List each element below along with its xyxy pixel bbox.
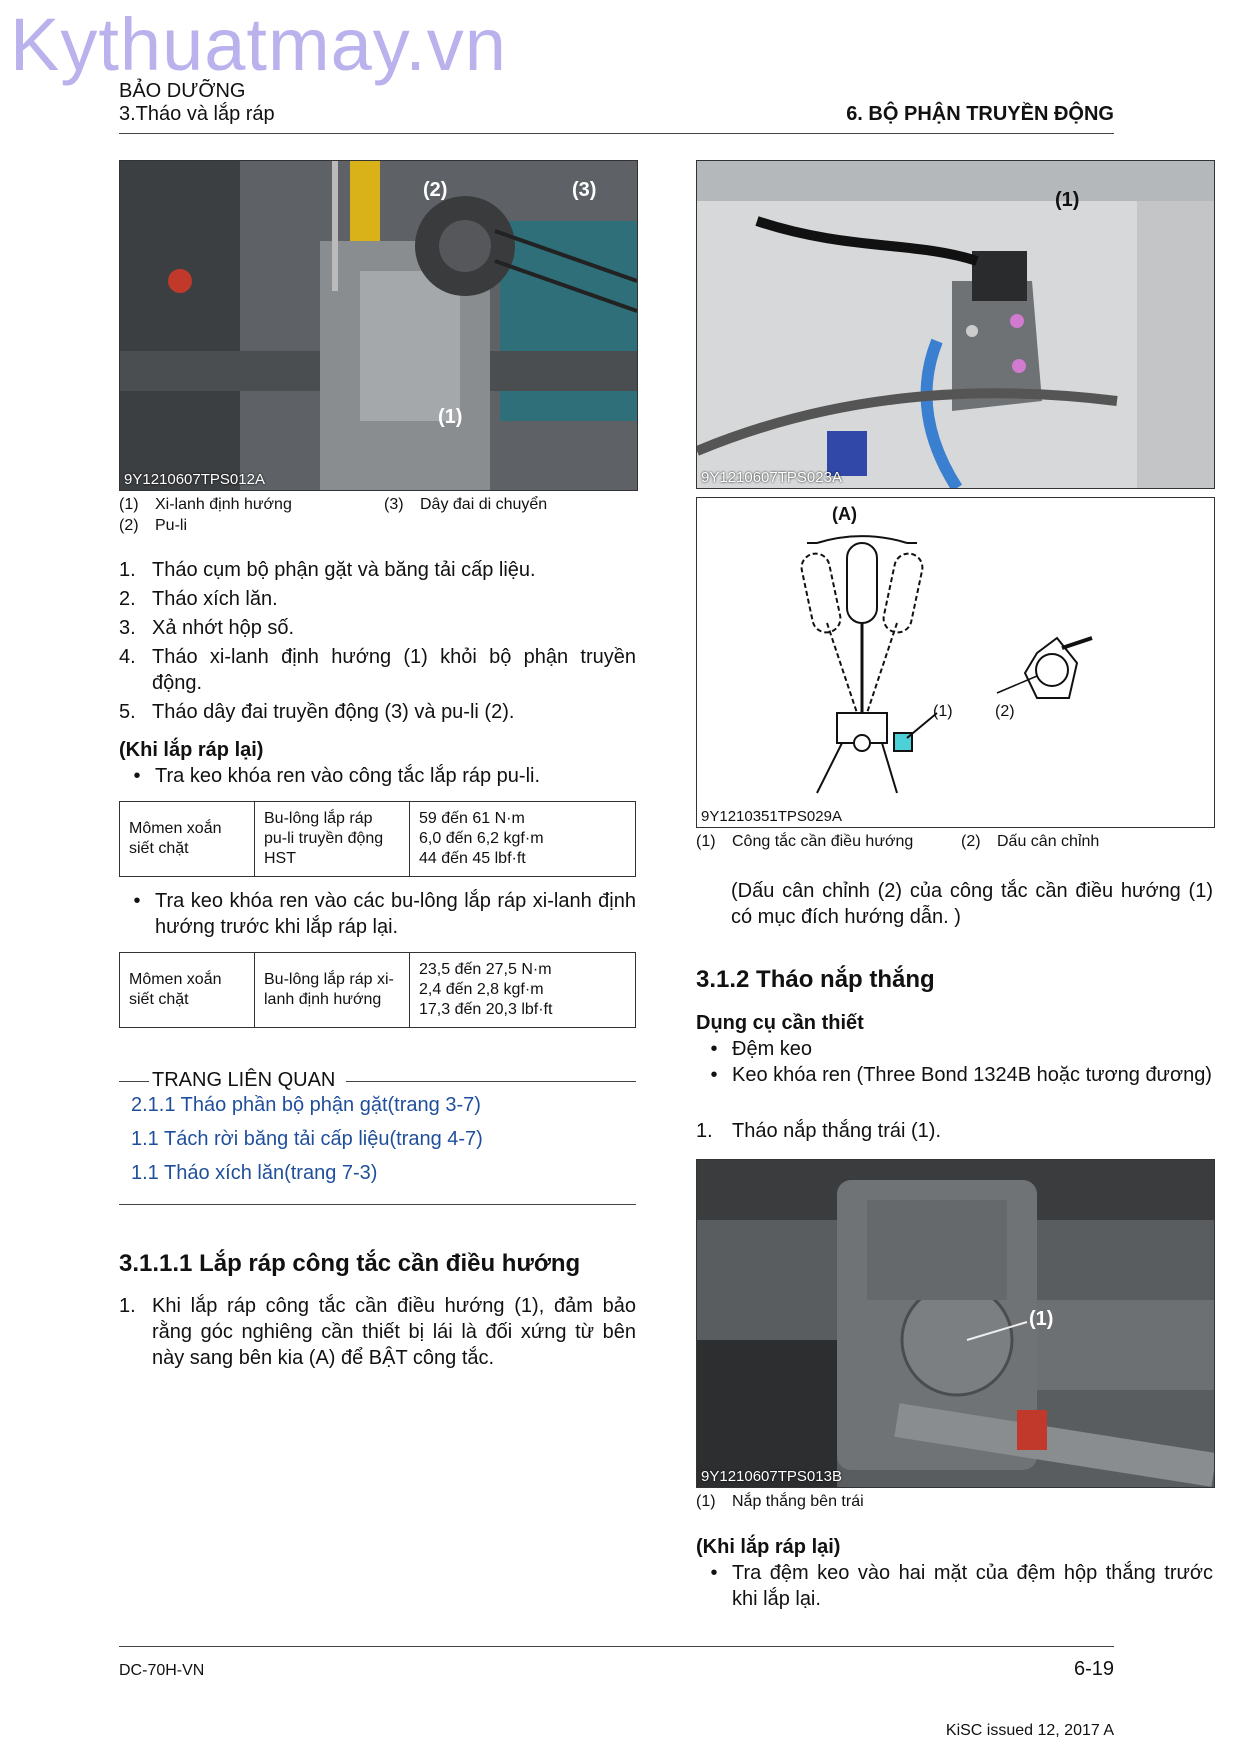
related-link[interactable]: 1.1 Tách rời băng tải cấp liệu(trang 4-7)	[131, 1128, 483, 1150]
step-remove-brake-cover	[696, 1118, 1213, 1147]
photo1-label-2: (2)	[423, 179, 448, 201]
caption1-item: (3) Dây đai di chuyển	[384, 496, 548, 513]
photo-transmission-cylinder	[119, 160, 638, 491]
bullet-item: • Tra keo khóa ren vào các bu-lông lắp ráp xi-lanh định hướng trước khi lắp ráp lại.	[133, 890, 636, 938]
step-item: 2. Tháo xích lăn.	[119, 588, 278, 610]
photo2-label-1: (1)	[1055, 189, 1080, 211]
section-title-312: 3.1.2 Tháo nắp thắng	[696, 966, 935, 993]
reassembly-title: (Khi lắp ráp lại)	[119, 739, 264, 761]
photo3-code: 9Y1210607TPS013B	[701, 1468, 842, 1485]
footer-issued: KiSC issued 12, 2017 A	[945, 1722, 1114, 1739]
header-section: BẢO DƯỠNG	[119, 80, 246, 102]
related-rule-right	[346, 1081, 636, 1082]
step-item: 1. Tháo nắp thắng trái (1).	[696, 1120, 942, 1142]
step-item: 1. Khi lắp ráp công tắc cần điều hướng (1), đảm bảo rằng góc nghiêng cần thiết bị lái là đối xứng từ bên này sang bên kia (A) để BẬT công tắc.	[119, 1295, 636, 1369]
related-bottom-rule	[119, 1204, 636, 1205]
photo2-code: 9Y1210607TPS023A	[701, 469, 842, 486]
footer-page-number: 6-19	[1073, 1658, 1114, 1680]
caption1-item: (1) Xi-lanh định hướng	[119, 496, 292, 513]
diagram-lever-switch	[696, 497, 1215, 828]
step-item: 5. Tháo dây đai truyền động (3) và pu-li (2).	[119, 701, 515, 723]
photo1-label-1: (1)	[438, 406, 463, 428]
bullet-item: • Tra keo khóa ren vào công tắc lắp ráp pu-li.	[133, 765, 541, 787]
caption1-item: (2) Pu-li	[119, 517, 188, 534]
footer-rule	[119, 1646, 1114, 1647]
photo-brake-cover	[696, 1159, 1215, 1488]
tools-title: Dụng cụ cần thiết	[696, 1012, 864, 1034]
tool-item: • Keo khóa ren (Three Bond 1324B hoặc tương đương)	[710, 1064, 1212, 1086]
torque-label: Mômen xoắn siết chặt	[120, 953, 255, 1028]
bullet-item: • Tra đệm keo vào hai mặt của đệm hộp thắng trước khi lắp lại.	[710, 1562, 1213, 1610]
photo3-label-1: (1)	[1029, 1308, 1054, 1330]
torque-values: 59 đến 61 N·m 6,0 đến 6,2 kgf·m 44 đến 45 lbf·ft	[410, 802, 636, 877]
diagram-code: 9Y1210351TPS029A	[701, 808, 842, 825]
photo-steering-switch	[696, 160, 1215, 489]
torque-part: Bu-lông lắp ráp xi-lanh định hướng	[255, 953, 410, 1028]
diagram-label-2: (2)	[995, 703, 1015, 720]
tool-item: • Đệm keo	[710, 1038, 813, 1060]
section-title-3111: 3.1.1.1 Lắp ráp công tắc cần điều hướng	[119, 1250, 581, 1277]
photo1-label-3: (3)	[572, 179, 597, 201]
header-subsection: 3.Tháo và lắp ráp	[119, 103, 275, 125]
steering-note: (Dấu cân chỉnh (2) của công tắc cần điều hướng (1) có mục đích hướng dẫn. )	[731, 880, 1213, 928]
watermark: Kythuatmay.vn	[10, 3, 507, 86]
header-chapter: 6. BỘ PHẬN TRUYỀN ĐỘNG	[846, 103, 1114, 125]
step-item: 4. Tháo xi-lanh định hướng (1) khỏi bộ phận truyền động.	[119, 646, 636, 694]
torque-label: Mômen xoắn siết chặt	[120, 802, 255, 877]
header-rule	[119, 133, 1114, 134]
caption3-item: (1) Nắp thắng bên trái	[696, 1493, 864, 1510]
photo1-code: 9Y1210607TPS012A	[124, 471, 265, 488]
diagram-label-a: (A)	[832, 504, 857, 524]
diagram-label-1: (1)	[933, 703, 953, 720]
step-item: 1. Tháo cụm bộ phận gặt và băng tải cấp liệu.	[119, 559, 536, 581]
related-link[interactable]: 1.1 Tháo xích lăn(trang 7-3)	[131, 1162, 378, 1184]
torque-table-1	[119, 801, 636, 877]
torque-values: 23,5 đến 27,5 N·m 2,4 đến 2,8 kgf·m 17,3 đến 20,3 lbf·ft	[410, 953, 636, 1028]
section-step	[119, 1293, 636, 1374]
related-link[interactable]: 2.1.1 Tháo phần bộ phận gặt(trang 3-7)	[131, 1094, 481, 1116]
related-title: TRANG LIÊN QUAN	[152, 1069, 336, 1091]
step-item: 3. Xả nhớt hộp số.	[119, 617, 295, 639]
caption2-item: (1) Công tắc cần điều hướng	[696, 833, 914, 850]
caption2-item: (2) Dấu cân chỉnh	[961, 833, 1100, 850]
footer-doc: DC-70H-VN	[119, 1662, 205, 1679]
related-rule-left	[119, 1081, 149, 1082]
reassembly-title-right: (Khi lắp ráp lại)	[696, 1536, 841, 1558]
torque-part: Bu-lông lắp ráp pu-li truyền động HST	[255, 802, 410, 877]
steps-list	[119, 557, 636, 728]
torque-table-2	[119, 952, 636, 1028]
